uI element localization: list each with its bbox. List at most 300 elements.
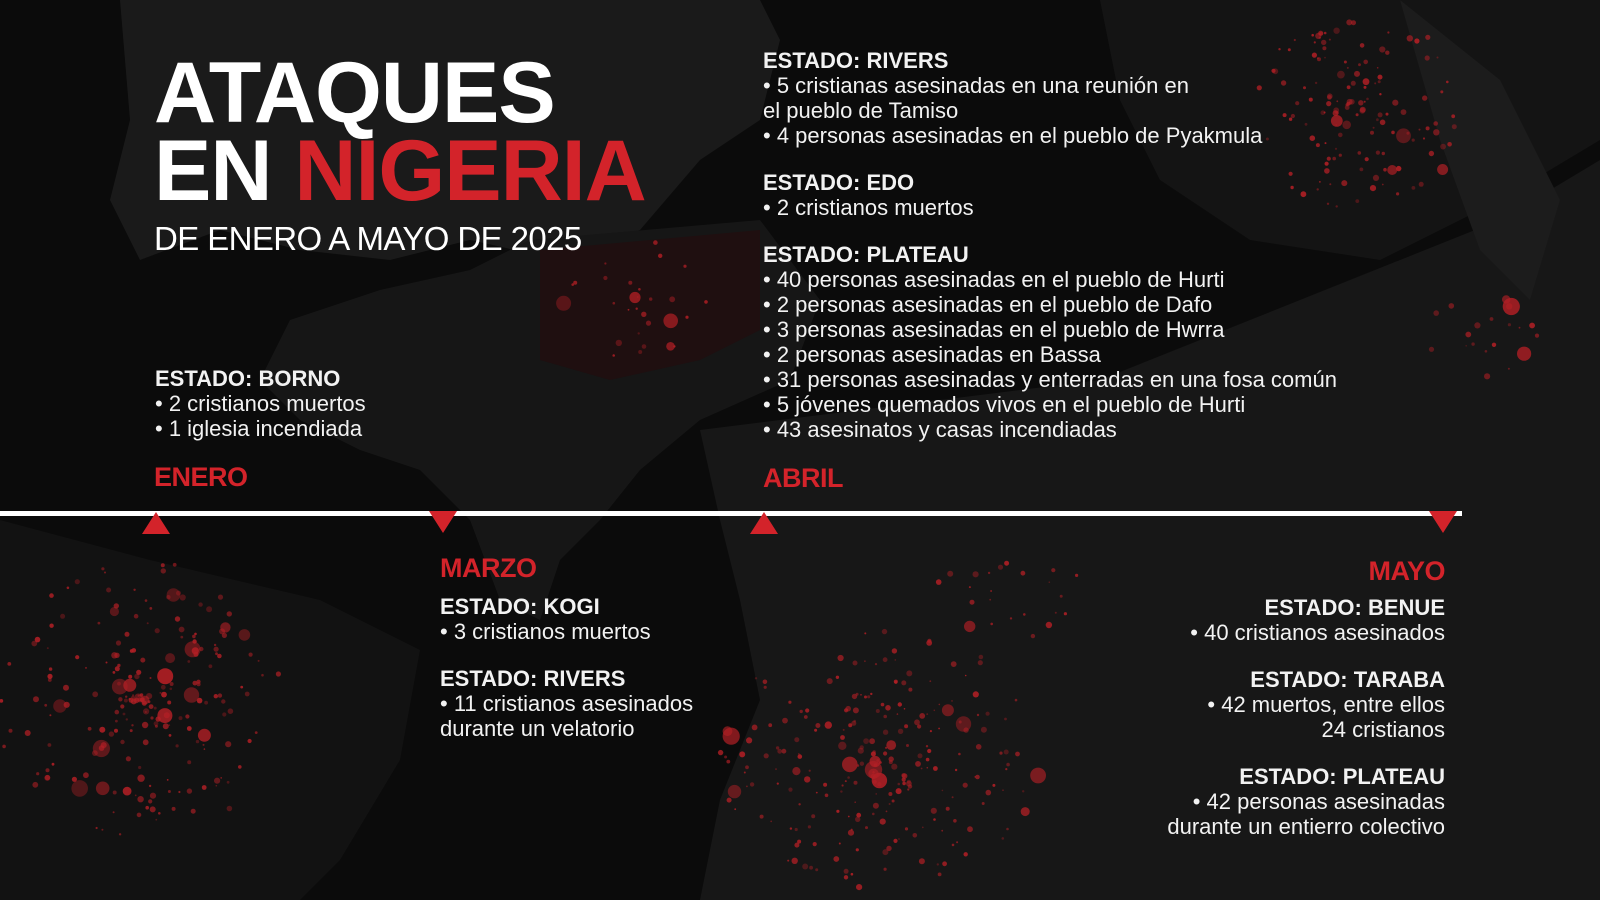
- splatter-dot: [1337, 71, 1345, 79]
- splatter-dot: [946, 807, 950, 811]
- splatter-dot: [603, 276, 607, 280]
- splatter-dot: [845, 706, 851, 712]
- splatter-dot: [798, 803, 800, 805]
- splatter-dot: [922, 827, 924, 829]
- splatter-dot: [642, 344, 647, 349]
- splatter-dot: [35, 637, 41, 643]
- events-marzo: [440, 594, 693, 741]
- state-heading: ESTADO: PLATEAU: [1239, 764, 1445, 789]
- splatter-dot: [764, 686, 767, 689]
- splatter-dot: [124, 699, 128, 703]
- splatter-dot: [196, 680, 200, 684]
- splatter-dot: [927, 767, 929, 769]
- splatter-dot: [964, 621, 975, 632]
- splatter-dot: [857, 764, 860, 767]
- splatter-dot: [159, 692, 161, 694]
- splatter-dot: [1426, 126, 1430, 130]
- splatter-dot: [869, 738, 875, 744]
- splatter-dot: [227, 806, 233, 812]
- splatter-dot: [919, 858, 925, 864]
- splatter-dot: [1401, 109, 1407, 115]
- splatter-dot: [941, 830, 943, 832]
- splatter-dot: [115, 710, 120, 715]
- splatter-dot: [764, 753, 769, 758]
- splatter-dot: [836, 676, 839, 679]
- splatter-dot: [1060, 595, 1063, 598]
- splatter-dot: [1414, 38, 1419, 43]
- splatter-dot: [1378, 80, 1381, 83]
- title-line-1: ATAQUES: [154, 45, 555, 141]
- splatter-dot: [172, 807, 176, 811]
- splatter-dot: [926, 745, 928, 747]
- splatter-dot: [628, 309, 630, 311]
- splatter-dot: [889, 803, 891, 805]
- splatter-dot: [44, 775, 50, 781]
- splatter-dot: [918, 753, 923, 758]
- splatter-dot: [261, 674, 264, 677]
- splatter-dot: [673, 345, 675, 347]
- splatter-dot: [956, 841, 958, 843]
- splatter-dot: [1346, 102, 1350, 106]
- splatter-dot: [227, 781, 230, 784]
- splatter-dot: [115, 720, 118, 723]
- splatter-dot: [755, 677, 757, 679]
- splatter-dot: [1345, 105, 1350, 110]
- event-item: • 3 personas asesinadas en el pueblo de Hwrra: [763, 317, 1225, 342]
- splatter-dot: [1022, 790, 1024, 792]
- splatter-dot: [930, 730, 932, 732]
- splatter-dot: [49, 624, 53, 628]
- event-item: el pueblo de Tamiso: [763, 98, 959, 123]
- splatter-dot: [788, 701, 791, 704]
- splatter-dot: [123, 713, 126, 716]
- splatter-dot: [145, 599, 148, 602]
- splatter-dot: [782, 718, 788, 724]
- title-white-part: EN: [154, 123, 295, 219]
- splatter-dot: [1314, 41, 1316, 43]
- splatter-dot: [198, 602, 202, 606]
- splatter-dot: [616, 340, 622, 346]
- splatter-dot: [1339, 154, 1342, 157]
- splatter-dot: [951, 661, 957, 667]
- splatter-dot: [138, 766, 141, 769]
- splatter-dot: [860, 694, 862, 696]
- splatter-dot: [986, 712, 990, 716]
- splatter-dot: [1376, 118, 1379, 121]
- event-item: durante un velatorio: [440, 716, 635, 741]
- splatter-dot: [1506, 303, 1512, 309]
- splatter-dot: [167, 779, 169, 781]
- splatter-dot: [176, 744, 179, 747]
- splatter-dot: [942, 861, 947, 866]
- splatter-dot: [1535, 334, 1539, 338]
- splatter-dot: [768, 723, 772, 727]
- splatter-dot: [939, 704, 941, 706]
- splatter-dot: [161, 685, 166, 690]
- splatter-dot: [1010, 617, 1012, 619]
- event-item: • 43 asesinatos y casas incendiadas: [763, 417, 1117, 442]
- splatter-dot: [804, 715, 808, 719]
- splatter-dot: [191, 809, 196, 814]
- splatter-dot: [833, 856, 839, 862]
- splatter-dot: [926, 713, 928, 715]
- event-item: • 42 muertos, entre ellos: [1207, 692, 1445, 717]
- splatter-dot: [220, 777, 222, 779]
- splatter-dot: [249, 653, 253, 657]
- splatter-dot: [836, 810, 839, 813]
- splatter-dot: [1391, 131, 1395, 135]
- splatter-dot: [851, 873, 854, 876]
- splatter-dot: [794, 843, 799, 848]
- splatter-dot: [872, 813, 875, 816]
- splatter-dot: [1023, 613, 1026, 616]
- splatter-dot: [990, 590, 992, 592]
- marker-enero: [142, 512, 170, 534]
- splatter-dot: [113, 671, 116, 674]
- splatter-dot: [67, 587, 70, 590]
- splatter-dot: [804, 776, 810, 782]
- splatter-dot: [245, 692, 250, 697]
- splatter-dot: [167, 701, 171, 705]
- splatter-dot: [1338, 133, 1343, 138]
- splatter-dot: [1341, 180, 1347, 186]
- splatter-dot: [641, 312, 646, 317]
- splatter-dot: [154, 707, 157, 710]
- splatter-dot: [25, 730, 31, 736]
- splatter-dot: [854, 781, 858, 785]
- splatter-dot: [258, 660, 260, 662]
- splatter-dot: [1370, 185, 1376, 191]
- splatter-dot: [47, 647, 49, 649]
- splatter-dot: [155, 819, 157, 821]
- splatter-dot: [114, 653, 119, 658]
- splatter-dot: [49, 667, 52, 670]
- splatter-dot: [150, 716, 153, 719]
- splatter-dot: [685, 316, 688, 319]
- splatter-dot: [964, 852, 968, 856]
- splatter-dot: [184, 687, 199, 702]
- splatter-dot: [137, 796, 143, 802]
- splatter-dot: [1031, 634, 1035, 638]
- splatter-dot: [885, 705, 891, 711]
- splatter-dot: [908, 688, 912, 692]
- splatter-dot: [886, 740, 896, 750]
- splatter-dot: [926, 758, 930, 762]
- splatter-dot: [919, 713, 925, 719]
- splatter-dot: [604, 262, 606, 264]
- splatter-dot: [1311, 34, 1314, 37]
- splatter-dot: [49, 593, 54, 598]
- splatter-dot: [1484, 373, 1490, 379]
- splatter-dot: [1006, 763, 1010, 767]
- splatter-dot: [228, 708, 234, 714]
- splatter-dot: [48, 743, 52, 747]
- splatter-dot: [214, 644, 216, 646]
- splatter-dot: [1354, 71, 1360, 77]
- splatter-dot: [979, 655, 984, 660]
- splatter-dot: [788, 788, 792, 792]
- splatter-dot: [1347, 85, 1351, 89]
- events-enero: [155, 366, 366, 441]
- splatter-dot: [726, 760, 730, 764]
- splatter-dot: [898, 783, 901, 786]
- splatter-dot: [1351, 20, 1356, 25]
- splatter-dot: [825, 794, 829, 798]
- splatter-dot: [140, 658, 145, 663]
- splatter-dot: [892, 800, 895, 803]
- splatter-dot: [898, 838, 900, 840]
- splatter-dot: [1021, 571, 1026, 576]
- splatter-dot: [636, 308, 638, 310]
- splatter-dot: [871, 752, 876, 757]
- splatter-dot: [1429, 151, 1434, 156]
- splatter-dot: [215, 652, 218, 655]
- splatter-dot: [848, 830, 854, 836]
- splatter-dot: [143, 739, 149, 745]
- splatter-dot: [104, 572, 106, 574]
- splatter-dot: [1396, 166, 1401, 171]
- splatter-dot: [638, 332, 640, 334]
- events-abril: [763, 48, 1337, 442]
- splatter-dot: [1378, 112, 1383, 117]
- splatter-dot: [206, 606, 212, 612]
- splatter-dot: [161, 692, 167, 698]
- splatter-dot: [906, 781, 912, 787]
- splatter-dot: [1049, 581, 1051, 583]
- title-red-part: NIGERIA: [294, 123, 646, 219]
- splatter-dot: [798, 754, 803, 759]
- splatter-dot: [907, 788, 909, 790]
- splatter-dot: [1396, 192, 1399, 195]
- splatter-dot: [938, 728, 940, 730]
- splatter-dot: [823, 783, 827, 787]
- splatter-dot: [7, 662, 11, 666]
- splatter-dot: [255, 731, 258, 734]
- splatter-dot: [1396, 128, 1411, 143]
- splatter-dot: [881, 703, 885, 707]
- splatter-dot: [853, 707, 859, 713]
- splatter-dot: [60, 614, 65, 619]
- splatter-dot: [1365, 157, 1369, 161]
- splatter-dot: [156, 716, 161, 721]
- event-item: • 2 personas asesinadas en el pueblo de Dafo: [763, 292, 1213, 317]
- splatter-dot: [1502, 295, 1510, 303]
- splatter-dot: [1294, 39, 1296, 41]
- splatter-dot: [990, 623, 993, 626]
- splatter-dot: [905, 827, 908, 830]
- splatter-dot: [955, 769, 957, 771]
- splatter-dot: [240, 686, 243, 689]
- splatter-dot: [853, 661, 858, 666]
- splatter-dot: [1433, 310, 1439, 316]
- splatter-dot: [1378, 75, 1383, 80]
- splatter-dot: [794, 737, 799, 742]
- splatter-dot: [1015, 752, 1020, 757]
- splatter-dot: [888, 792, 892, 796]
- splatter-dot: [851, 721, 856, 726]
- splatter-dot: [790, 827, 792, 829]
- splatter-dot: [854, 801, 856, 803]
- splatter-dot: [248, 739, 252, 743]
- splatter-dot: [1452, 124, 1457, 129]
- state-heading: ESTADO: TARABA: [1250, 667, 1445, 692]
- marker-marzo: [429, 511, 457, 533]
- splatter-dot: [886, 846, 891, 851]
- splatter-dot: [873, 780, 877, 784]
- splatter-dot: [187, 788, 192, 793]
- month-label-enero: ENERO: [154, 462, 248, 492]
- splatter-dot: [1382, 152, 1385, 155]
- events-mayo: [1167, 595, 1445, 839]
- splatter-dot: [1324, 32, 1327, 35]
- splatter-dot: [46, 768, 50, 772]
- splatter-dot: [106, 662, 108, 664]
- title-line-2: [154, 123, 646, 219]
- splatter-dot: [973, 571, 979, 577]
- splatter-dot: [44, 704, 47, 707]
- splatter-dot: [209, 664, 213, 668]
- splatter-dot: [898, 702, 902, 706]
- marker-abril: [750, 512, 778, 534]
- splatter-dot: [886, 811, 888, 813]
- splatter-dot: [893, 839, 897, 843]
- splatter-dot: [99, 727, 105, 733]
- splatter-dot: [194, 633, 197, 636]
- splatter-dot: [1347, 67, 1349, 69]
- splatter-dot: [816, 792, 818, 794]
- splatter-dot: [877, 782, 881, 786]
- splatter-dot: [860, 762, 864, 766]
- splatter-dot: [1370, 131, 1374, 135]
- splatter-dot: [1373, 175, 1379, 181]
- splatter-dot: [898, 729, 903, 734]
- splatter-dot: [187, 726, 192, 731]
- splatter-dot: [1075, 574, 1078, 577]
- splatter-dot: [872, 771, 875, 774]
- splatter-dot: [150, 677, 152, 679]
- splatter-dot: [628, 281, 632, 285]
- splatter-dot: [118, 697, 122, 701]
- splatter-dot: [884, 868, 887, 871]
- splatter-dot: [52, 763, 55, 766]
- state-group: [763, 48, 1337, 148]
- event-item: • 42 personas asesinadas: [1192, 789, 1445, 814]
- splatter-dot: [883, 730, 888, 735]
- splatter-dot: [896, 788, 902, 794]
- splatter-dot: [1329, 39, 1331, 41]
- splatter-dot: [1451, 114, 1455, 118]
- state-group: [440, 666, 693, 741]
- splatter-dot: [883, 715, 887, 719]
- splatter-dot: [981, 727, 987, 733]
- splatter-dot: [126, 756, 131, 761]
- splatter-dot: [33, 696, 39, 702]
- splatter-dot: [1360, 168, 1364, 172]
- state-heading: ESTADO: EDO: [763, 170, 915, 195]
- splatter-dot: [178, 791, 180, 793]
- splatter-dot: [1508, 323, 1511, 326]
- splatter-dot: [637, 296, 639, 298]
- splatter-dot: [1449, 303, 1455, 309]
- splatter-dot: [1387, 31, 1389, 33]
- splatter-dot: [864, 696, 867, 699]
- splatter-dot: [1508, 368, 1510, 370]
- splatter-dot: [161, 568, 166, 573]
- splatter-dot: [1490, 317, 1494, 321]
- splatter-dot: [146, 693, 152, 699]
- splatter-dot: [1382, 184, 1384, 186]
- splatter-dot: [809, 770, 811, 772]
- splatter-dot: [1373, 127, 1375, 129]
- splatter-dot: [1425, 35, 1430, 40]
- splatter-dot: [1433, 129, 1439, 135]
- splatter-dot: [978, 660, 983, 665]
- splatter-dot: [1004, 561, 1009, 566]
- splatter-dot: [92, 750, 98, 756]
- splatter-dot: [1433, 121, 1438, 126]
- splatter-dot: [101, 829, 103, 831]
- splatter-dot: [75, 579, 80, 584]
- splatter-dot: [1407, 35, 1413, 41]
- event-item: • 2 cristianos muertos: [763, 195, 974, 220]
- splatter-dot: [113, 811, 115, 813]
- splatter-dot: [112, 679, 128, 695]
- splatter-dot: [852, 694, 857, 699]
- splatter-dot: [1366, 98, 1369, 101]
- splatter-dot: [963, 783, 968, 788]
- splatter-dot: [165, 653, 175, 663]
- splatter-dot: [1380, 120, 1386, 126]
- event-item: • 2 cristianos muertos: [155, 391, 366, 416]
- month-label-abril: ABRIL: [763, 463, 843, 493]
- splatter-dot: [1492, 343, 1496, 347]
- splatter-dot: [1383, 168, 1387, 172]
- state-heading: ESTADO: RIVERS: [440, 666, 626, 691]
- splatter-dot: [906, 670, 912, 676]
- splatter-dot: [1471, 342, 1474, 345]
- splatter-dot: [728, 785, 741, 798]
- splatter-dot: [864, 632, 866, 634]
- splatter-dot: [216, 785, 218, 787]
- splatter-dot: [1485, 350, 1488, 353]
- splatter-dot: [815, 868, 818, 871]
- splatter-dot: [840, 735, 845, 740]
- event-item: • 31 personas asesinadas y enterradas en una fosa común: [763, 367, 1337, 392]
- splatter-dot: [133, 589, 135, 591]
- splatter-dot: [638, 288, 641, 291]
- splatter-dot: [914, 719, 920, 725]
- splatter-dot: [131, 724, 133, 726]
- title-block: [154, 45, 646, 258]
- splatter-dot: [967, 826, 973, 832]
- splatter-dot: [114, 729, 118, 733]
- splatter-dot: [109, 731, 114, 736]
- splatter-dot: [179, 627, 185, 633]
- splatter-dot: [906, 744, 909, 747]
- splatter-dot: [638, 350, 642, 354]
- splatter-dot: [975, 775, 980, 780]
- splatter-dot: [883, 751, 887, 755]
- splatter-dot: [180, 636, 183, 639]
- splatter-dot: [219, 628, 225, 634]
- splatter-dot: [1344, 61, 1347, 64]
- splatter-dot: [902, 778, 906, 782]
- splatter-dot: [120, 740, 124, 744]
- splatter-dot: [867, 695, 870, 698]
- splatter-dot: [1333, 28, 1339, 34]
- splatter-dot: [2, 745, 6, 749]
- splatter-dot: [937, 863, 939, 865]
